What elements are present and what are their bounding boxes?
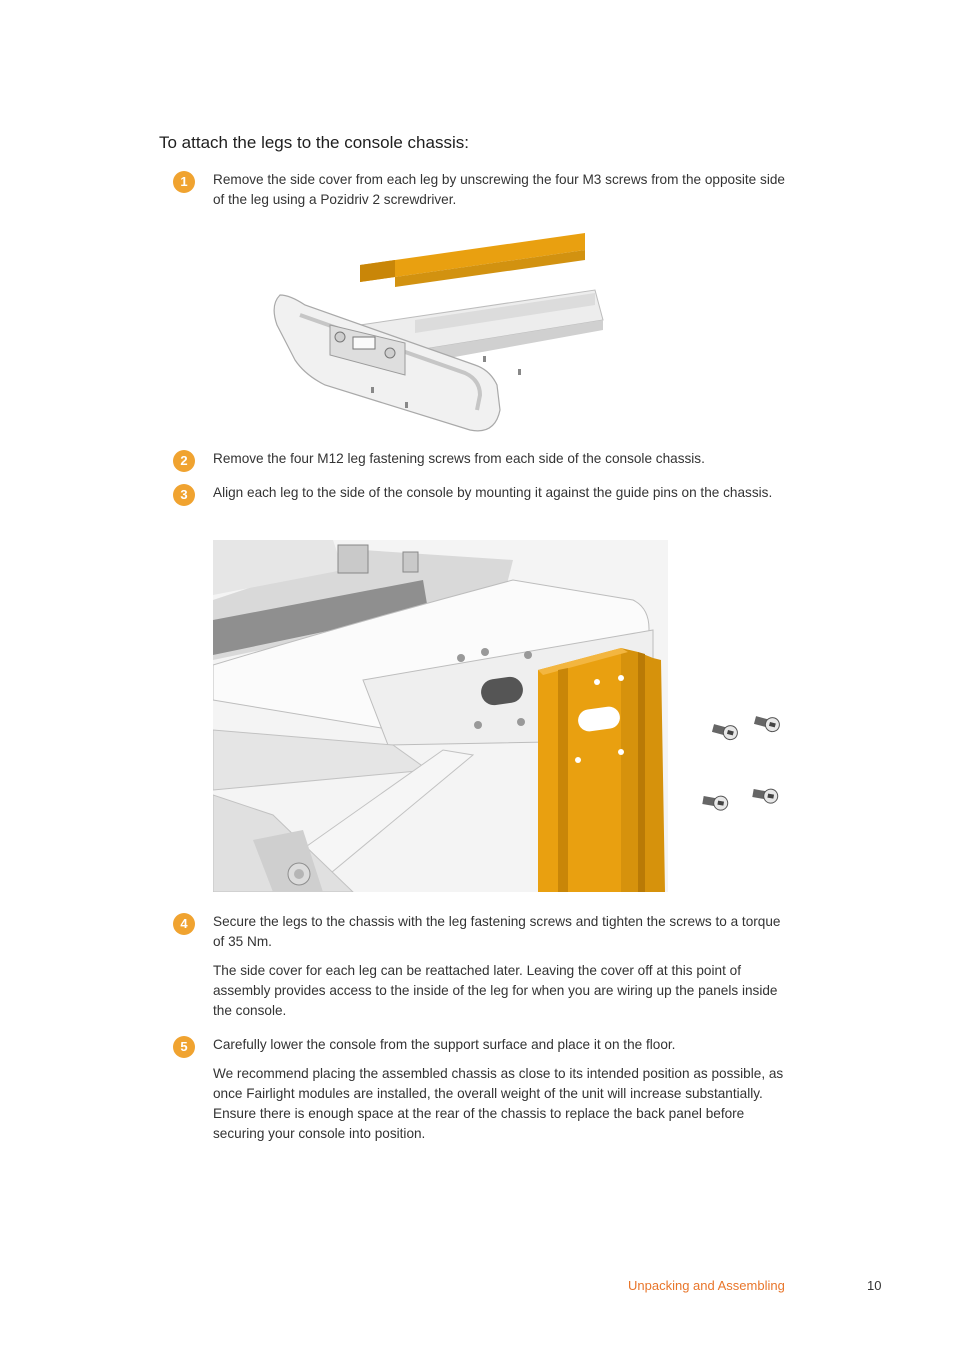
step-note: The side cover for each leg can be reattached later. Leaving the cover off at this point of assembly provides access to the inside of the leg for when you are wiring up the panels inside the console. xyxy=(213,963,778,1018)
step-number-badge: 3 xyxy=(173,484,195,506)
step-1 xyxy=(173,170,793,219)
step-5 xyxy=(173,1035,793,1153)
step-4 xyxy=(173,912,793,1030)
step-3 xyxy=(173,483,793,512)
chassis-leg-mounting-illustration xyxy=(213,540,793,892)
step-text: Align each leg to the side of the console by mounting it against the guide pins on the chassis. xyxy=(213,485,773,500)
step-number-badge: 5 xyxy=(173,1036,195,1058)
section-heading: To attach the legs to the console chassis: xyxy=(159,133,469,152)
step-text: Secure the legs to the chassis with the leg fastening screws and tighten the screws to a torque of 35 Nm. xyxy=(213,914,781,949)
page-number: 10 xyxy=(867,1278,882,1293)
leg-side-cover-illustration xyxy=(265,225,610,437)
step-note: We recommend placing the assembled chassis as close to its intended position as possible, as once Fairlight modules are installed, the overall weight of the unit will increase substantially. Ensure there is enough space at the rear of the chassis to replace the back panel before securing your console into position. xyxy=(213,1066,784,1141)
footer-section-title: Unpacking and Assembling xyxy=(628,1278,785,1293)
step-text: Remove the side cover from each leg by unscrewing the four M3 screws from the opposite side of the leg using a Pozidriv 2 screwdriver. xyxy=(213,172,785,207)
step-number-badge: 4 xyxy=(173,913,195,935)
step-number-badge: 1 xyxy=(173,171,195,193)
step-number-badge: 2 xyxy=(173,450,195,472)
step-2 xyxy=(173,449,793,478)
step-text: Carefully lower the console from the support surface and place it on the floor. xyxy=(213,1037,676,1052)
leg-fastening-screws xyxy=(702,713,781,811)
step-text: Remove the four M12 leg fastening screws from each side of the console chassis. xyxy=(213,451,705,466)
